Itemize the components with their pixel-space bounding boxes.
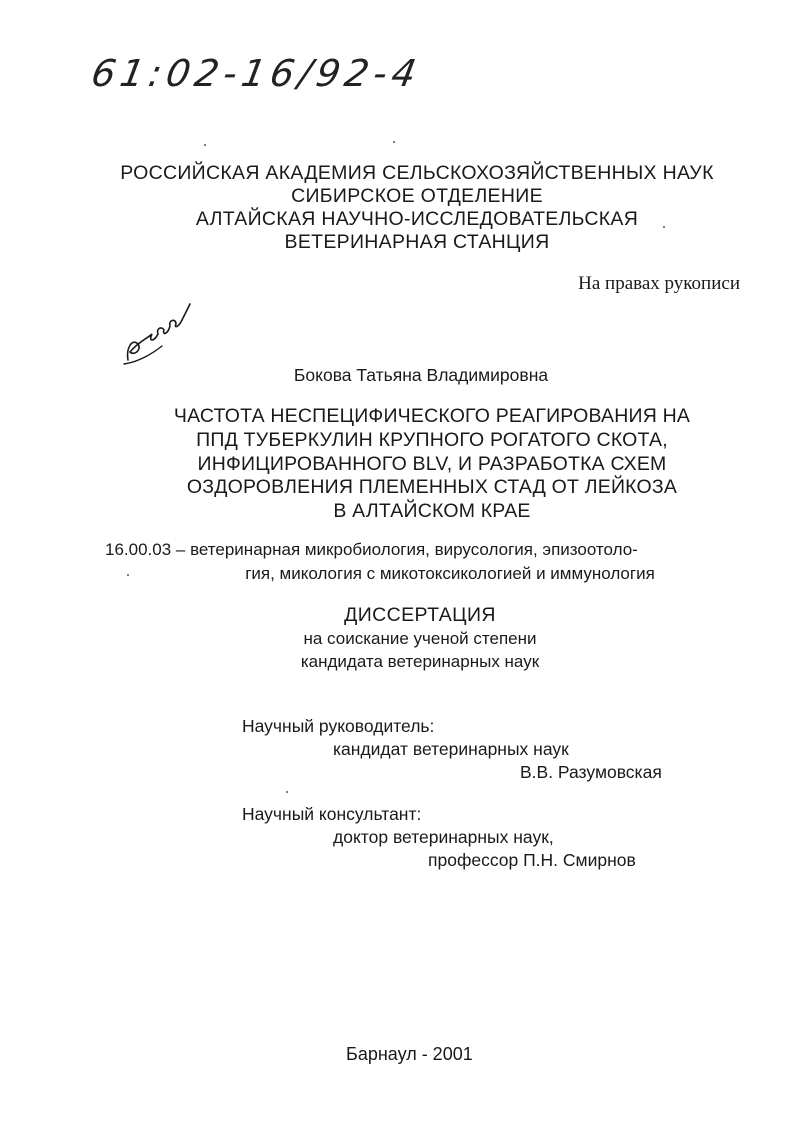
specialty <box>105 538 765 586</box>
title-line-1: ЧАСТОТА НЕСПЕЦИФИЧЕСКОГО РЕАГИРОВАНИЯ НА <box>173 405 691 427</box>
organization-line-2: СИБИРСКОЕ ОТДЕЛЕНИЕ <box>291 185 543 207</box>
dissertation-title <box>60 405 793 524</box>
organization-header <box>60 162 774 254</box>
consultant-name: профессор П.Н. Смирнов <box>428 850 636 870</box>
supervisor-degree: кандидат ветеринарных наук <box>333 739 569 759</box>
scan-speck <box>127 574 129 576</box>
supervisor-role: Научный руководитель: <box>242 716 435 736</box>
specialty-line-2: гия, микология с микотоксикологией и иммунология <box>245 564 655 583</box>
scan-speck <box>204 144 206 146</box>
organization-line-1: РОССИЙСКАЯ АКАДЕМИЯ СЕЛЬСКОХОЗЯЙСТВЕННЫХ НАУК <box>120 162 714 184</box>
rights-note: На правах рукописи <box>578 273 740 294</box>
scan-speck <box>286 791 288 793</box>
handwritten-catalog-code: 61:02-16/92-4 <box>88 52 425 95</box>
scan-speck <box>393 141 395 143</box>
dissertation-block <box>250 604 590 673</box>
title-line-5: В АЛТАЙСКОМ КРАЕ <box>333 500 531 523</box>
organization-line-4: ВЕТЕРИНАРНАЯ СТАНЦИЯ <box>284 231 550 253</box>
title-line-3: ИНФИЦИРОВАННОГО BLV, И РАЗРАБОТКА СХЕМ <box>197 452 667 475</box>
supervisor-name: В.В. Разумовская <box>520 762 662 782</box>
title-line-4: ОЗДОРОВЛЕНИЯ ПЛЕМЕННЫХ СТАД ОТ ЛЕЙКОЗА <box>186 476 678 499</box>
consultant-role: Научный консультант: <box>242 804 422 824</box>
author-name: Бокова Татьяна Владимировна <box>293 365 549 385</box>
dissertation-label: ДИССЕРТАЦИЯ <box>344 604 496 626</box>
dissertation-line-2: кандидата ветеринарных наук <box>300 652 540 671</box>
specialty-line-1: 16.00.03 – ветеринарная микробиология, вирусология, эпизоотоло- <box>105 540 638 559</box>
city-year: Барнаул - 2001 <box>346 1044 473 1064</box>
author-signature <box>118 298 196 368</box>
organization-line-3: АЛТАЙСКАЯ НАУЧНО-ИССЛЕДОВАТЕЛЬСКАЯ <box>195 208 639 230</box>
dissertation-line-1: на соискание ученой степени <box>303 629 537 648</box>
title-line-2: ППД ТУБЕРКУЛИН КРУПНОГО РОГАТОГО СКОТА, <box>196 428 668 451</box>
scan-speck <box>663 226 665 228</box>
consultant-degree: доктор ветеринарных наук, <box>333 827 554 847</box>
